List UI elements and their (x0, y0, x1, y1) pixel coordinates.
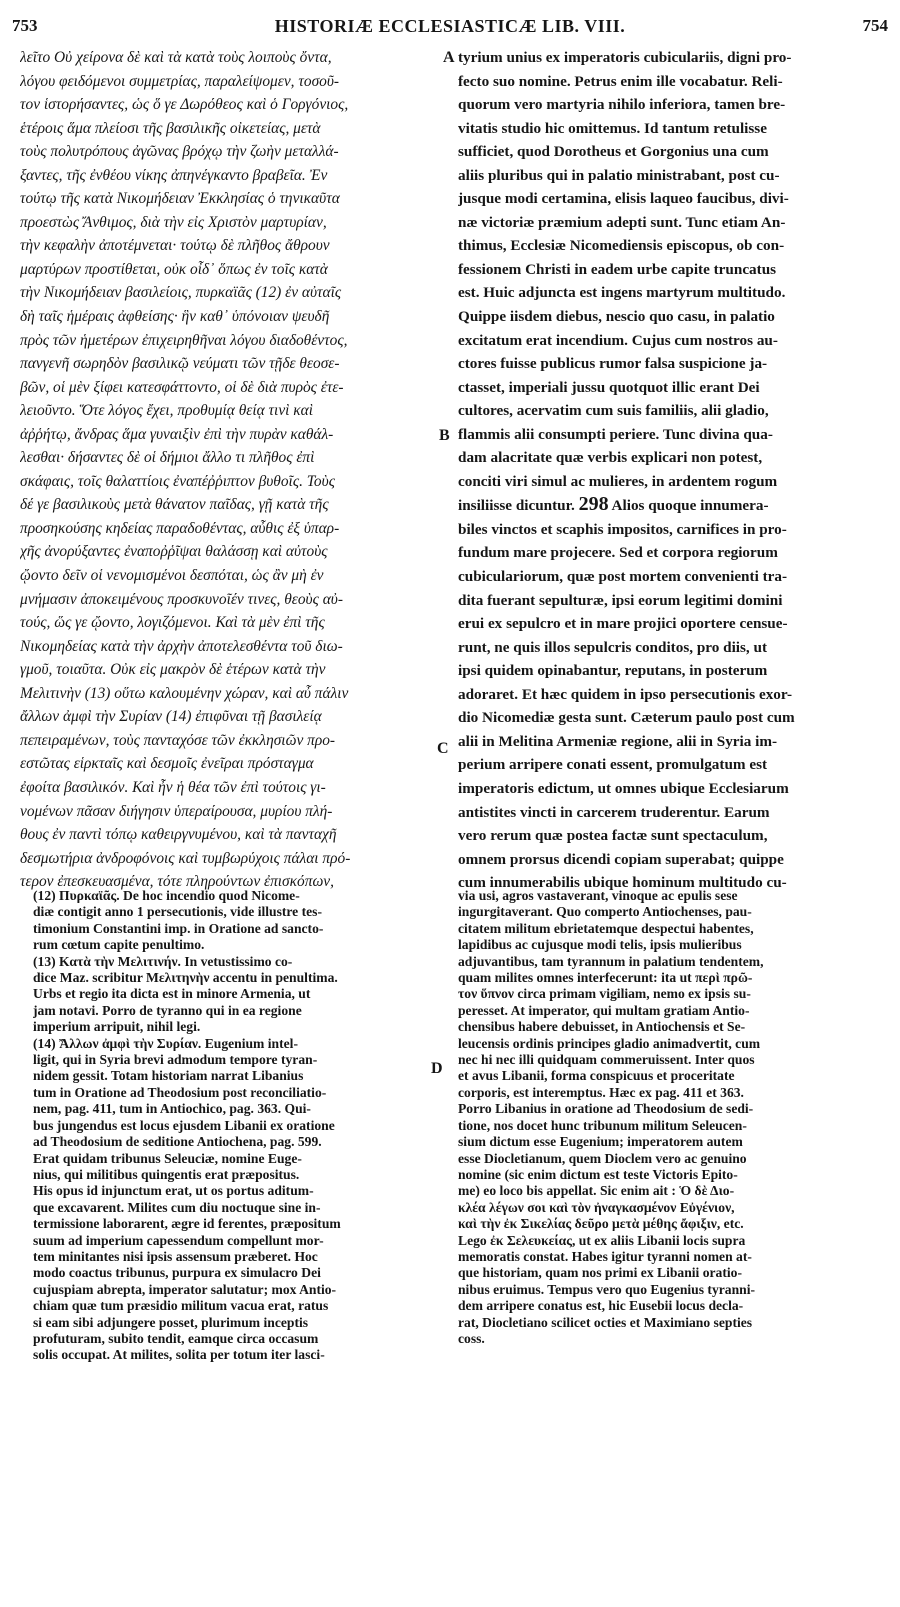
footnote-line: bus jungendus est locus ejusdem Libanii ex oratione (33, 1117, 335, 1133)
footnote-line: chiam quæ tum præsidio militum vacua erat, ratus (33, 1298, 329, 1314)
footnote-line: esse Diocletianum, quem Dioclem vero ac genuino (458, 1150, 747, 1166)
latin-text-line (458, 93, 888, 117)
latin-line-text: Quippe iisdem diebus, nescio quo casu, in palatio (458, 308, 775, 326)
footnote-line: cujuspiam abrepta, imperator salutatur; mox Antio- (33, 1281, 337, 1297)
footnote-line: si eam sibi adjungere posset, plurimum inceptis (33, 1314, 309, 1330)
latin-line-text: sufficiet, quod Dorotheus et Gorgonius una cum (458, 143, 769, 161)
latin-line-text: ipsi quidem opinabantur, reputans, in posterum (458, 662, 768, 680)
latin-text-line (458, 187, 888, 211)
greek-text-line: μαρτύρων προστίθεται, οὐκ οἶδ᾽ ὅπως ἐν τοῖς κατὰ (20, 260, 328, 278)
footnote-line: (14) Ἄλλων ἀμφὶ τὴν Συρίαν. Eugenium intel- (33, 1035, 298, 1051)
footnote-line: nidem gessit. Totam historiam narrat Libanius (33, 1068, 304, 1084)
latin-text-line (458, 636, 888, 660)
greek-text-column (20, 46, 448, 894)
latin-text-line (458, 234, 888, 258)
latin-text-line (458, 565, 888, 589)
latin-line-text: ctores fuisse publicus rumor falsa suspicione ja- (458, 355, 768, 373)
footnote-line: rum cœtum capite penultimo. (33, 937, 205, 953)
greek-text-line: προεστὼς Ἄνθιμος, διὰ τὴν εἰς Χριστὸν μαρτυρίαν, (20, 213, 327, 231)
footnote-line: lapidibus ac cujusque modi telis, ipsis mulieribus (458, 937, 742, 953)
footnote-line: diæ contigit anno 1 persecutionis, vide illustre tes- (33, 904, 322, 920)
footnote-line: Porro Libanius in oratione ad Theodosium de sedi- (458, 1101, 754, 1117)
greek-text-line: τούτῳ τῆς κατὰ Νικομήδειαν Ἐκκλησίας ὁ τηνικαῦτα (20, 190, 340, 208)
greek-text-line: τὴν Νικομήδειαν βασιλείοις, πυρκαϊᾶς (12) ἐν αὐταῖς (20, 284, 342, 302)
latin-text-line (458, 164, 888, 188)
latin-text-column (458, 46, 888, 895)
latin-text-line (458, 683, 888, 707)
latin-text-line (458, 470, 888, 494)
footnote-line: nius, qui militibus quingentis erat præpositus. (33, 1166, 300, 1182)
footnote-line: ligit, qui in Syria brevi admodum tempore tyran- (33, 1052, 318, 1068)
latin-line-text: dio Nicomediæ gesta sunt. Cæterum paulo post cum (458, 709, 795, 727)
footnote-line: (13) Κατὰ τὴν Μελιτινήν. In vetustissimo co- (33, 953, 293, 969)
footnote-line: termissione laborarent, ægre id ferentes, præpositum (33, 1216, 341, 1232)
latin-text-line (458, 518, 888, 542)
greek-text-line: βῶν, οἱ μὲν ξίφει κατεσφάττοντο, οἱ δὲ διὰ πυρὸς ἐτε- (20, 378, 344, 396)
footnote-line: adjuvantibus, tam tyrannum in palatium tendentem, (458, 953, 764, 969)
latin-line-text: aliis pluribus qui in palatio ministrabant, post cu- (458, 166, 780, 184)
latin-text-line (458, 801, 888, 825)
latin-text-line (458, 281, 888, 305)
footnote-line: Erat quidam tribunus Seleuciæ, nomine Euge- (33, 1150, 302, 1166)
footnote-line: chensibus habere debuisset, in Antiochensis et Se- (458, 1019, 746, 1035)
latin-line-text: erui ex sepulcro et in mare projici oportere censue- (458, 615, 788, 633)
footnote-line: nem, pag. 411, tum in Antiochico, pag. 363. Qui- (33, 1101, 311, 1117)
latin-line-text: antistites vincti in carcerem truderentur. Earum (458, 803, 770, 821)
latin-line-text: dam alacritate quæ verbis explicari non potest, (458, 449, 763, 467)
greek-text-line: τοὺς πολυτρόπους ἀγῶνας βρόχῳ τὴν ζωὴν μεταλλά- (20, 143, 339, 161)
footnote-line: His opus id injunctum erat, ut os portus aditum- (33, 1183, 314, 1199)
original-page-marker: 298 (578, 493, 609, 516)
latin-text-line (458, 70, 888, 94)
greek-text-line: χῆς ἀνορύξαντες ἐναποῤῥῖψαι θαλάσσῃ καὶ αὐτοὺς (20, 543, 328, 561)
latin-line-text: conciti viri simul ac mulieres, in ardentem rogum (458, 472, 778, 490)
footnote-line: tem minitantes nisi ipsis assensum præberet. Hoc (33, 1248, 318, 1264)
footnote-line: suum ad imperium capessendum compellunt mor- (33, 1232, 324, 1248)
footnote-line: leucensis ordinis principes gladio animadvertit, cum (458, 1035, 761, 1051)
footnote-line: profuturam, subito tendit, eamque circa occasum (33, 1330, 319, 1346)
greek-text-line: Μελιτινὴν (13) οὕτω καλουμένην χώραν, καὶ αὖ πάλιν (20, 684, 349, 702)
latin-line-text: imperatoris edictum, ut omnes ubique Ecclesiarum (458, 779, 789, 797)
latin-line-text: alii in Melitina Armeniæ regione, alii in Syria im- (458, 732, 778, 750)
latin-line-text: Alios quoque innumera- (611, 497, 769, 515)
section-marker-a: A (443, 49, 455, 66)
running-header (0, 16, 900, 40)
footnote-line: via usi, agros vastaverant, vinoque ac epulis sese (458, 888, 738, 903)
footnote-line: ad Theodosium de seditione Antiochena, pag. 599. (33, 1134, 322, 1150)
footnote-line: Lego ἐκ Σελευκείας, ut ex aliis Libanii locis supra (458, 1232, 746, 1248)
footnote-line: sium dictum esse Eugenium; imperatorem autem (458, 1134, 743, 1150)
footnote-line: solis occupat. At milites, solita per totum iter lasci- (33, 1347, 325, 1363)
latin-line-text: adoraret. Et hæc quidem in ipso persecutionis exor- (458, 685, 793, 703)
latin-text-line (458, 423, 888, 447)
latin-text-line (458, 117, 888, 141)
footnote-line: timonium Constantini imp. in Oratione ad sancto- (33, 920, 324, 936)
latin-text-line (458, 446, 888, 470)
section-marker-c: C (437, 740, 449, 757)
latin-line-text: tyrium unius ex imperatoris cubiculariis, digni pro- (458, 49, 792, 66)
latin-text-line (458, 258, 888, 282)
latin-line-text: quorum vero martyria nihilo inferiora, tamen bre- (458, 96, 786, 114)
greek-text-line: δὴ ταῖς ἡμέραις ἀφθείσης· ἣν καθ᾽ ὑπόνοιαν ψευδῆ (20, 308, 330, 326)
latin-text-line (458, 589, 888, 613)
section-marker-d: D (431, 1060, 443, 1077)
latin-text-line (458, 305, 888, 329)
greek-text-line: Νικομηδείας κατὰ τὴν ἀρχὴν ἀποτελεσθέντα τοῦ διω- (20, 637, 343, 655)
latin-text-line (458, 140, 888, 164)
greek-text-line: ἑτέροις ἅμα πλείοσι τῆς βασιλικῆς οἰκετείας, μετὰ (20, 119, 321, 137)
latin-text-line (458, 753, 888, 777)
footnote-line: memoratis constat. Habes igitur tyranni nomen at- (458, 1248, 752, 1264)
latin-line-text: thimus, Ecclesiæ Nicomediensis episcopus, ob con- (458, 237, 785, 255)
greek-text-line: λόγου φειδόμενοι συμμετρίας, παραλείψομεν, τοσοῦ- (20, 72, 340, 90)
latin-line-text: biles vinctos et scaphis impositos, carnifices in pro- (458, 520, 787, 538)
footnote-line: corporis, est interemptus. Hæc ex pag. 411 et 363. (458, 1084, 744, 1100)
latin-text-line (458, 376, 888, 400)
greek-text-line: τερον ἐπεσκευασμένα, τότε πληρούντων ἐπισκόπων, (20, 873, 334, 891)
latin-line-text: næ victoriæ præmium adepti sunt. Tunc etiam An- (458, 213, 786, 231)
footnote-line: tione, nos docet hunc tribunum militum Seleucen- (458, 1117, 747, 1133)
latin-line-text: cum innumerabilis ubique hominum multitudo cu- (458, 874, 787, 892)
footnote-line: κλέα λέγων σοι καὶ τὸν ἠναγκασμένον Εὐγένιον, (458, 1199, 735, 1215)
greek-text-line: δέ γε βασιλικοὺς μετὰ θάνατον παῖδας, γῇ κατὰ τῆς (20, 496, 329, 514)
latin-line-text: omnem prorsus dicendi copiam superabat; quippe (458, 850, 784, 868)
footnote-line: peresset. At imperator, qui multam gratiam Antio- (458, 1002, 750, 1018)
latin-text-line (458, 46, 888, 70)
section-marker-b: B (439, 427, 450, 444)
latin-text-line (458, 824, 888, 848)
latin-line-text: fundum mare projecere. Sed et corpora regiorum (458, 544, 778, 562)
greek-text-line: τούς, ὥς γε ᾤοντο, λογιζόμενοι. Καὶ τὰ μὲν ἐπὶ τῆς (20, 614, 325, 632)
footnote-line: que excavarent. Milites cum diu noctuque sine in- (33, 1199, 321, 1215)
greek-text-line: τον ἱστορήσαντες, ὡς ὅ γε Δωρόθεος καὶ ὁ Γοργόνιος, (20, 96, 349, 114)
footnote-line: citatem militum ebrietatemque despectui habentes, (458, 920, 754, 936)
greek-text-line: ᾤοντο δεῖν οἱ νενομισμένοι δεσπόται, ὡς ἂν μὴ ἐν (20, 567, 324, 585)
greek-text-line: δεσμωτήρια ἀνδροφόνοις καὶ τυμβωρύχοις πάλαι πρό- (20, 849, 351, 867)
latin-line-text: vero rerum quæ postea factæ sunt spectaculum, (458, 827, 768, 845)
latin-text-line (458, 329, 888, 353)
latin-text-line (458, 352, 888, 376)
greek-text-line: γμοῦ, τοιαῦτα. Οὐκ εἰς μακρὸν δὲ ἑτέρων κατὰ τὴν (20, 661, 326, 679)
latin-line-text: cultores, acervatim cum suis familiis, alii gladio, (458, 402, 769, 420)
latin-text-line (458, 399, 888, 423)
greek-text-line: πρὸς τῶν ἡμετέρων ἐπιχειρηθῆναι λόγου διαδοθέντος, (20, 331, 348, 349)
footnote-line: et avus Libanii, forma conspicuus et proceritate (458, 1068, 735, 1084)
latin-line-text: jusque modi certamina, elisis laqueo faucibus, divi- (458, 190, 789, 208)
page-number-left: 753 (12, 16, 38, 35)
greek-text-line: λεῖτο Οὐ χείρονα δὲ καὶ τὰ κατὰ τοὺς λοιποὺς ὄντα, (20, 49, 332, 66)
footnote-line: me) eo loco bis appellat. Sic enim ait : Ὁ δὲ Διο- (458, 1183, 735, 1199)
greek-text-line: λειοῦντο. Ὅτε λόγος ἔχει, προθυμίᾳ θείᾳ τινὶ καὶ (20, 402, 314, 420)
latin-line-text: fecto suo nomine. Petrus enim ille vocabatur. Reli- (458, 72, 783, 90)
footnote-line: dice Maz. scribitur Μελιτηνὴν accentu in penultima. (33, 970, 338, 986)
latin-line-text: runt, ne quis illos sepulcris conditos, pro diis, ut (458, 638, 768, 656)
greek-text-line: νομένων πᾶσαν διήγησιν ὑπεραίρουσα, μυρίου πλή- (20, 802, 333, 820)
latin-line-text: excitatum erat incendium. Cujus cum nostros au- (458, 331, 778, 349)
latin-text-line (458, 493, 888, 518)
latin-text-line (458, 777, 888, 801)
footnote-line: jam notavi. Porro de tyranno qui in ea regione (33, 1002, 302, 1018)
footnote-line: rat, Diocletiano scilicet octies et Maximiano septies (458, 1314, 753, 1330)
greek-text-line: προσηκούσης κηδείας παραδοθέντας, αὖθις ἐξ ὑπαρ- (20, 519, 340, 537)
latin-line-text: vitatis studio hic omittemus. Id tantum retulisse (458, 119, 767, 137)
greek-text-line: σκάφαις, τοῖς θαλαττίοις ἐναπέῤῥιπτον βυθοῖς. Τοὺς (20, 472, 335, 490)
greek-text-line: ἀῤῥήτῳ, ἄνδρας ἅμα γυναιξὶν ἐπὶ τὴν πυρὰν καθάλ- (20, 425, 334, 443)
greek-text-line: ἄλλων ἀμφὶ τὴν Συρίαν (14) ἐπιφῦναι τῇ βασιλείᾳ (20, 708, 322, 726)
greek-text-line: τὴν κεφαλὴν ἀποτέμνεται· τούτῳ δὲ πλῆθος ἄθρουν (20, 237, 330, 255)
footnote-line: que historiam, quam nos primi ex Libanii oratio- (458, 1265, 742, 1281)
footnote-line: coss. (458, 1330, 485, 1346)
footnote-line: dem arripere conatus est, hic Eusebii locus decla- (458, 1298, 744, 1314)
greek-text-line: μνήμασιν ἀποκειμένους προσκυνοῖέν τινες, θεοὺς αὐ- (20, 590, 343, 608)
latin-text-line (458, 659, 888, 683)
latin-line-text: insiliisse dicuntur. (458, 497, 575, 515)
page-number-right: 754 (862, 16, 888, 35)
latin-text-line (458, 211, 888, 235)
footnote-line: imperium arripuit, nihil legi. (33, 1019, 201, 1035)
latin-text-line (458, 612, 888, 636)
footnotes-left-column (33, 888, 445, 1364)
latin-text-line (458, 848, 888, 872)
footnote-line: τον ὕπνον circa primam vigiliam, nemo ex ipsis su- (458, 986, 751, 1002)
latin-line-text: cubiculariorum, quæ post mortem convenienti tra- (458, 568, 788, 586)
greek-text-line: εστῶτας εἱρκταῖς καὶ δεσμοῖς ἐνεῖραι πρόσταγμα (20, 755, 314, 773)
latin-text-line (458, 730, 888, 754)
footnote-line: (12) Πυρκαϊᾶς. De hoc incendio quod Nicome- (33, 888, 300, 903)
footnote-line: nec hi nec illi quidquam commeruissent. Inter quos (458, 1052, 755, 1068)
latin-line-text: perium arripere conati essent, promulgatum est (458, 756, 768, 774)
footnote-line: tum in Oratione ad Theodosium post reconciliatio- (33, 1084, 327, 1100)
greek-text-line: ἐφοίτα βασιλικόν. Καὶ ἦν ἡ θέα τῶν ἐπὶ τούτοις γι- (20, 778, 326, 796)
latin-line-text: flammis alii consumpti periere. Tunc divina qua- (458, 425, 773, 443)
footnotes-right-column (458, 888, 888, 1347)
footnote-line: nomine (sic enim dictum est teste Victoris Epito- (458, 1166, 738, 1182)
latin-text-line (458, 541, 888, 565)
footnote-line: ingurgitaverant. Quo comperto Antiochenses, pau- (458, 904, 752, 920)
footnote-line: καὶ τὴν ἐκ Σικελίας δεῦρο μετὰ μέθης ἄφιξιν, etc. (458, 1216, 744, 1232)
greek-text-line: ξαντες, τῆς ἐνθέου νίκης ἀπηνέγκαντο βραβεῖα. Ἐν (20, 166, 328, 184)
footnote-line: nibus eruimus. Tempus vero quo Eugenius tyranni- (458, 1281, 756, 1297)
greek-text-line: πεπειραμένων, τοὺς πανταχόσε τῶν ἐκκλησιῶν προ- (20, 731, 336, 749)
footnote-line: Urbs et regio ita dicta est in minore Armenia, ut (33, 986, 311, 1002)
footnote-line: quam milites omnes interfecerunt: ita ut περὶ πρῶ- (458, 970, 753, 986)
footnote-line: modo coactus tribunus, purpura ex simulacro Dei (33, 1265, 321, 1281)
greek-text-line: πανγενῆ σωρηδὸν βασιλικῷ νεύματι τῶν τῇδε θεοσε- (20, 355, 340, 373)
latin-text-line (458, 706, 888, 730)
latin-line-text: ctasset, imperiali jussu quotquot illic erant Dei (458, 378, 760, 396)
running-title: HISTORIÆ ECCLESIASTICÆ LIB. VIII. (274, 16, 626, 36)
latin-line-text: fessionem Christi in eadem urbe capite truncatus (458, 260, 777, 278)
latin-line-text: dita fuerant sepulturæ, ipsi eorum legitimi domini (458, 591, 783, 609)
latin-line-text: est. Huic adjuncta est ingens martyrum multitudo. (458, 284, 786, 302)
greek-text-line: θους ἐν παντὶ τόπῳ καθειργνυμένου, καὶ τὰ πανταχῆ (20, 826, 337, 844)
greek-text-line: λεσθαι· δήσαντες δὲ οἱ δήμιοι ἄλλο τι πλῆθος ἐπὶ (20, 449, 315, 467)
